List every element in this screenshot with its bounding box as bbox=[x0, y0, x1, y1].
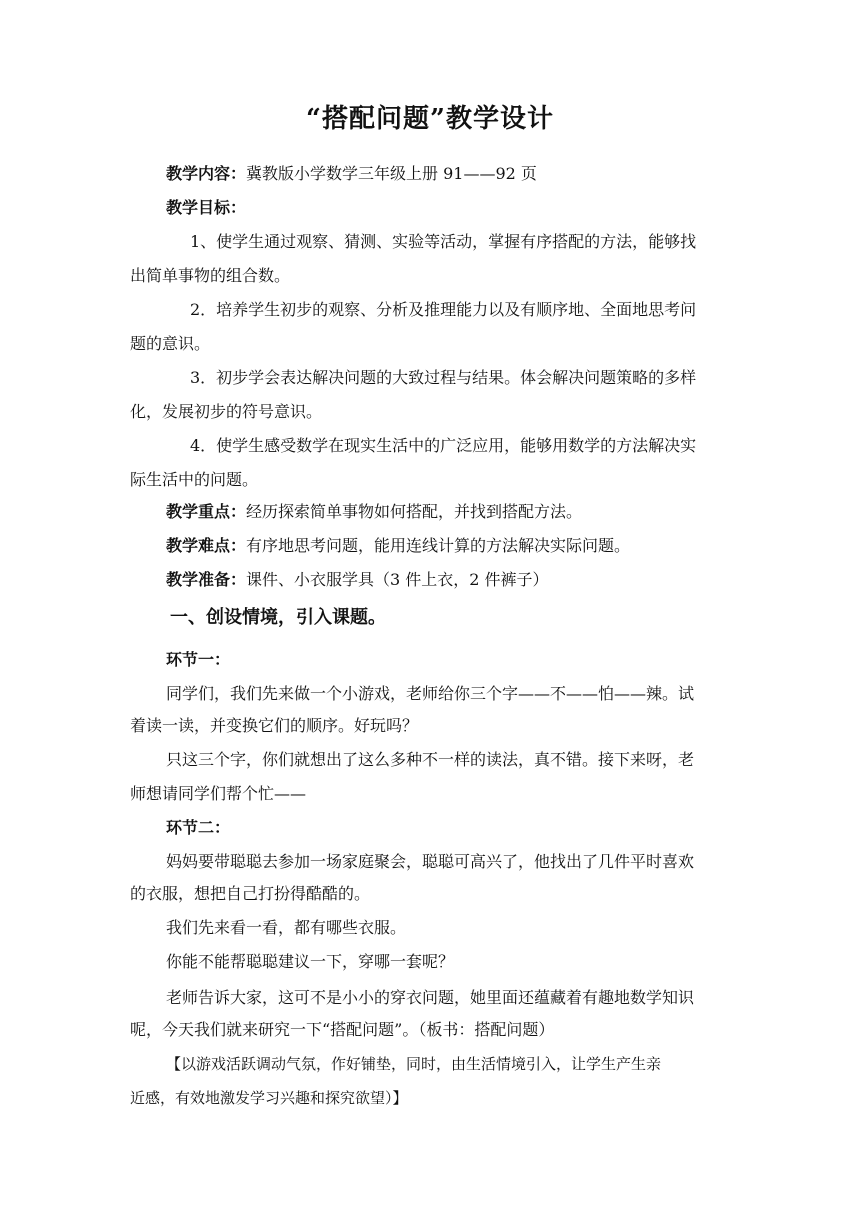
paragraph-2-line-1: 只这三个字，你们就想出了这么多种不一样的读法，真不错。接下来呀，老 bbox=[166, 750, 695, 769]
preparation-label: 教学准备： bbox=[166, 570, 247, 589]
section-1-heading: 一、创设情境，引入课题。 bbox=[170, 607, 386, 628]
paragraph-1-line-1: 同学们，我们先来做一个小游戏，老师给你三个字——不——怕——辣。试 bbox=[166, 684, 695, 703]
difficulties-line bbox=[166, 536, 766, 556]
goal-1-line-1: 1、使学生通过观察、猜测、实验等活动，掌握有序搭配的方法，能够找 bbox=[190, 232, 697, 251]
design-note-line-2: 近感，有效地激发学习兴趣和探究欲望）】 bbox=[130, 1089, 408, 1107]
paragraph-4: 我们先来看一看，都有哪些衣服。 bbox=[166, 918, 407, 937]
goal-4-line-1: 4．使学生感受数学在现实生活中的广泛应用，能够用数学的方法解决实 bbox=[190, 436, 697, 455]
key-points-line bbox=[166, 502, 766, 522]
document-title: “搭配问题”教学设计 bbox=[306, 104, 554, 134]
design-note-line-1: 【以游戏活跃调动气氛，作好铺垫，同时，由生活情境引入，让学生产生亲 bbox=[166, 1055, 662, 1073]
teaching-goals-label: 教学目标： bbox=[166, 198, 247, 217]
teaching-content-value: 冀教版小学数学三年级上册 91——92 页 bbox=[246, 164, 537, 183]
goal-2-line-1: 2．培养学生初步的观察、分析及推理能力以及有顺序地、全面地思考问 bbox=[190, 300, 697, 319]
paragraph-3-line-2: 的衣服，想把自己打扮得酷酷的。 bbox=[130, 884, 371, 903]
key-points-label: 教学重点： bbox=[166, 502, 247, 521]
preparation-value: 课件、小衣服学具（3 件上衣，2 件裤子） bbox=[246, 570, 549, 589]
paragraph-3-line-1: 妈妈要带聪聪去参加一场家庭聚会，聪聪可高兴了，他找出了几件平时喜欢 bbox=[166, 852, 695, 871]
goal-2-line-2: 题的意识。 bbox=[130, 334, 211, 353]
paragraph-5: 你能不能帮聪聪建议一下，穿哪一套呢？ bbox=[166, 952, 455, 971]
step-2-label: 环节二： bbox=[166, 818, 231, 837]
paragraph-1-line-2: 着读一读，并变换它们的顺序。好玩吗？ bbox=[130, 716, 419, 735]
step-1-label: 环节一： bbox=[166, 650, 231, 669]
paragraph-6-line-2: 呢，今天我们就来研究一下“搭配问题”。（板书：搭配问题） bbox=[130, 1020, 555, 1039]
goal-3-line-2: 化，发展初步的符号意识。 bbox=[130, 402, 323, 421]
difficulties-value: 有序地思考问题，能用连线计算的方法解决实际问题。 bbox=[246, 536, 631, 555]
teaching-content-line bbox=[166, 164, 766, 184]
key-points-value: 经历探索简单事物如何搭配，并找到搭配方法。 bbox=[246, 502, 583, 521]
paragraph-2-line-2: 师想请同学们帮个忙—— bbox=[130, 784, 307, 803]
goal-3-line-1: 3．初步学会表达解决问题的大致过程与结果。体会解决问题策略的多样 bbox=[190, 368, 697, 387]
difficulties-label: 教学难点： bbox=[166, 536, 247, 555]
paragraph-6-line-1: 老师告诉大家，这可不是小小的穿衣问题，她里面还蕴藏着有趣地数学知识 bbox=[166, 988, 695, 1007]
preparation-line bbox=[166, 570, 766, 590]
goal-4-line-2: 际生活中的问题。 bbox=[130, 470, 259, 489]
teaching-content-label: 教学内容： bbox=[166, 164, 247, 183]
goal-1-line-2: 出简单事物的组合数。 bbox=[130, 266, 291, 285]
